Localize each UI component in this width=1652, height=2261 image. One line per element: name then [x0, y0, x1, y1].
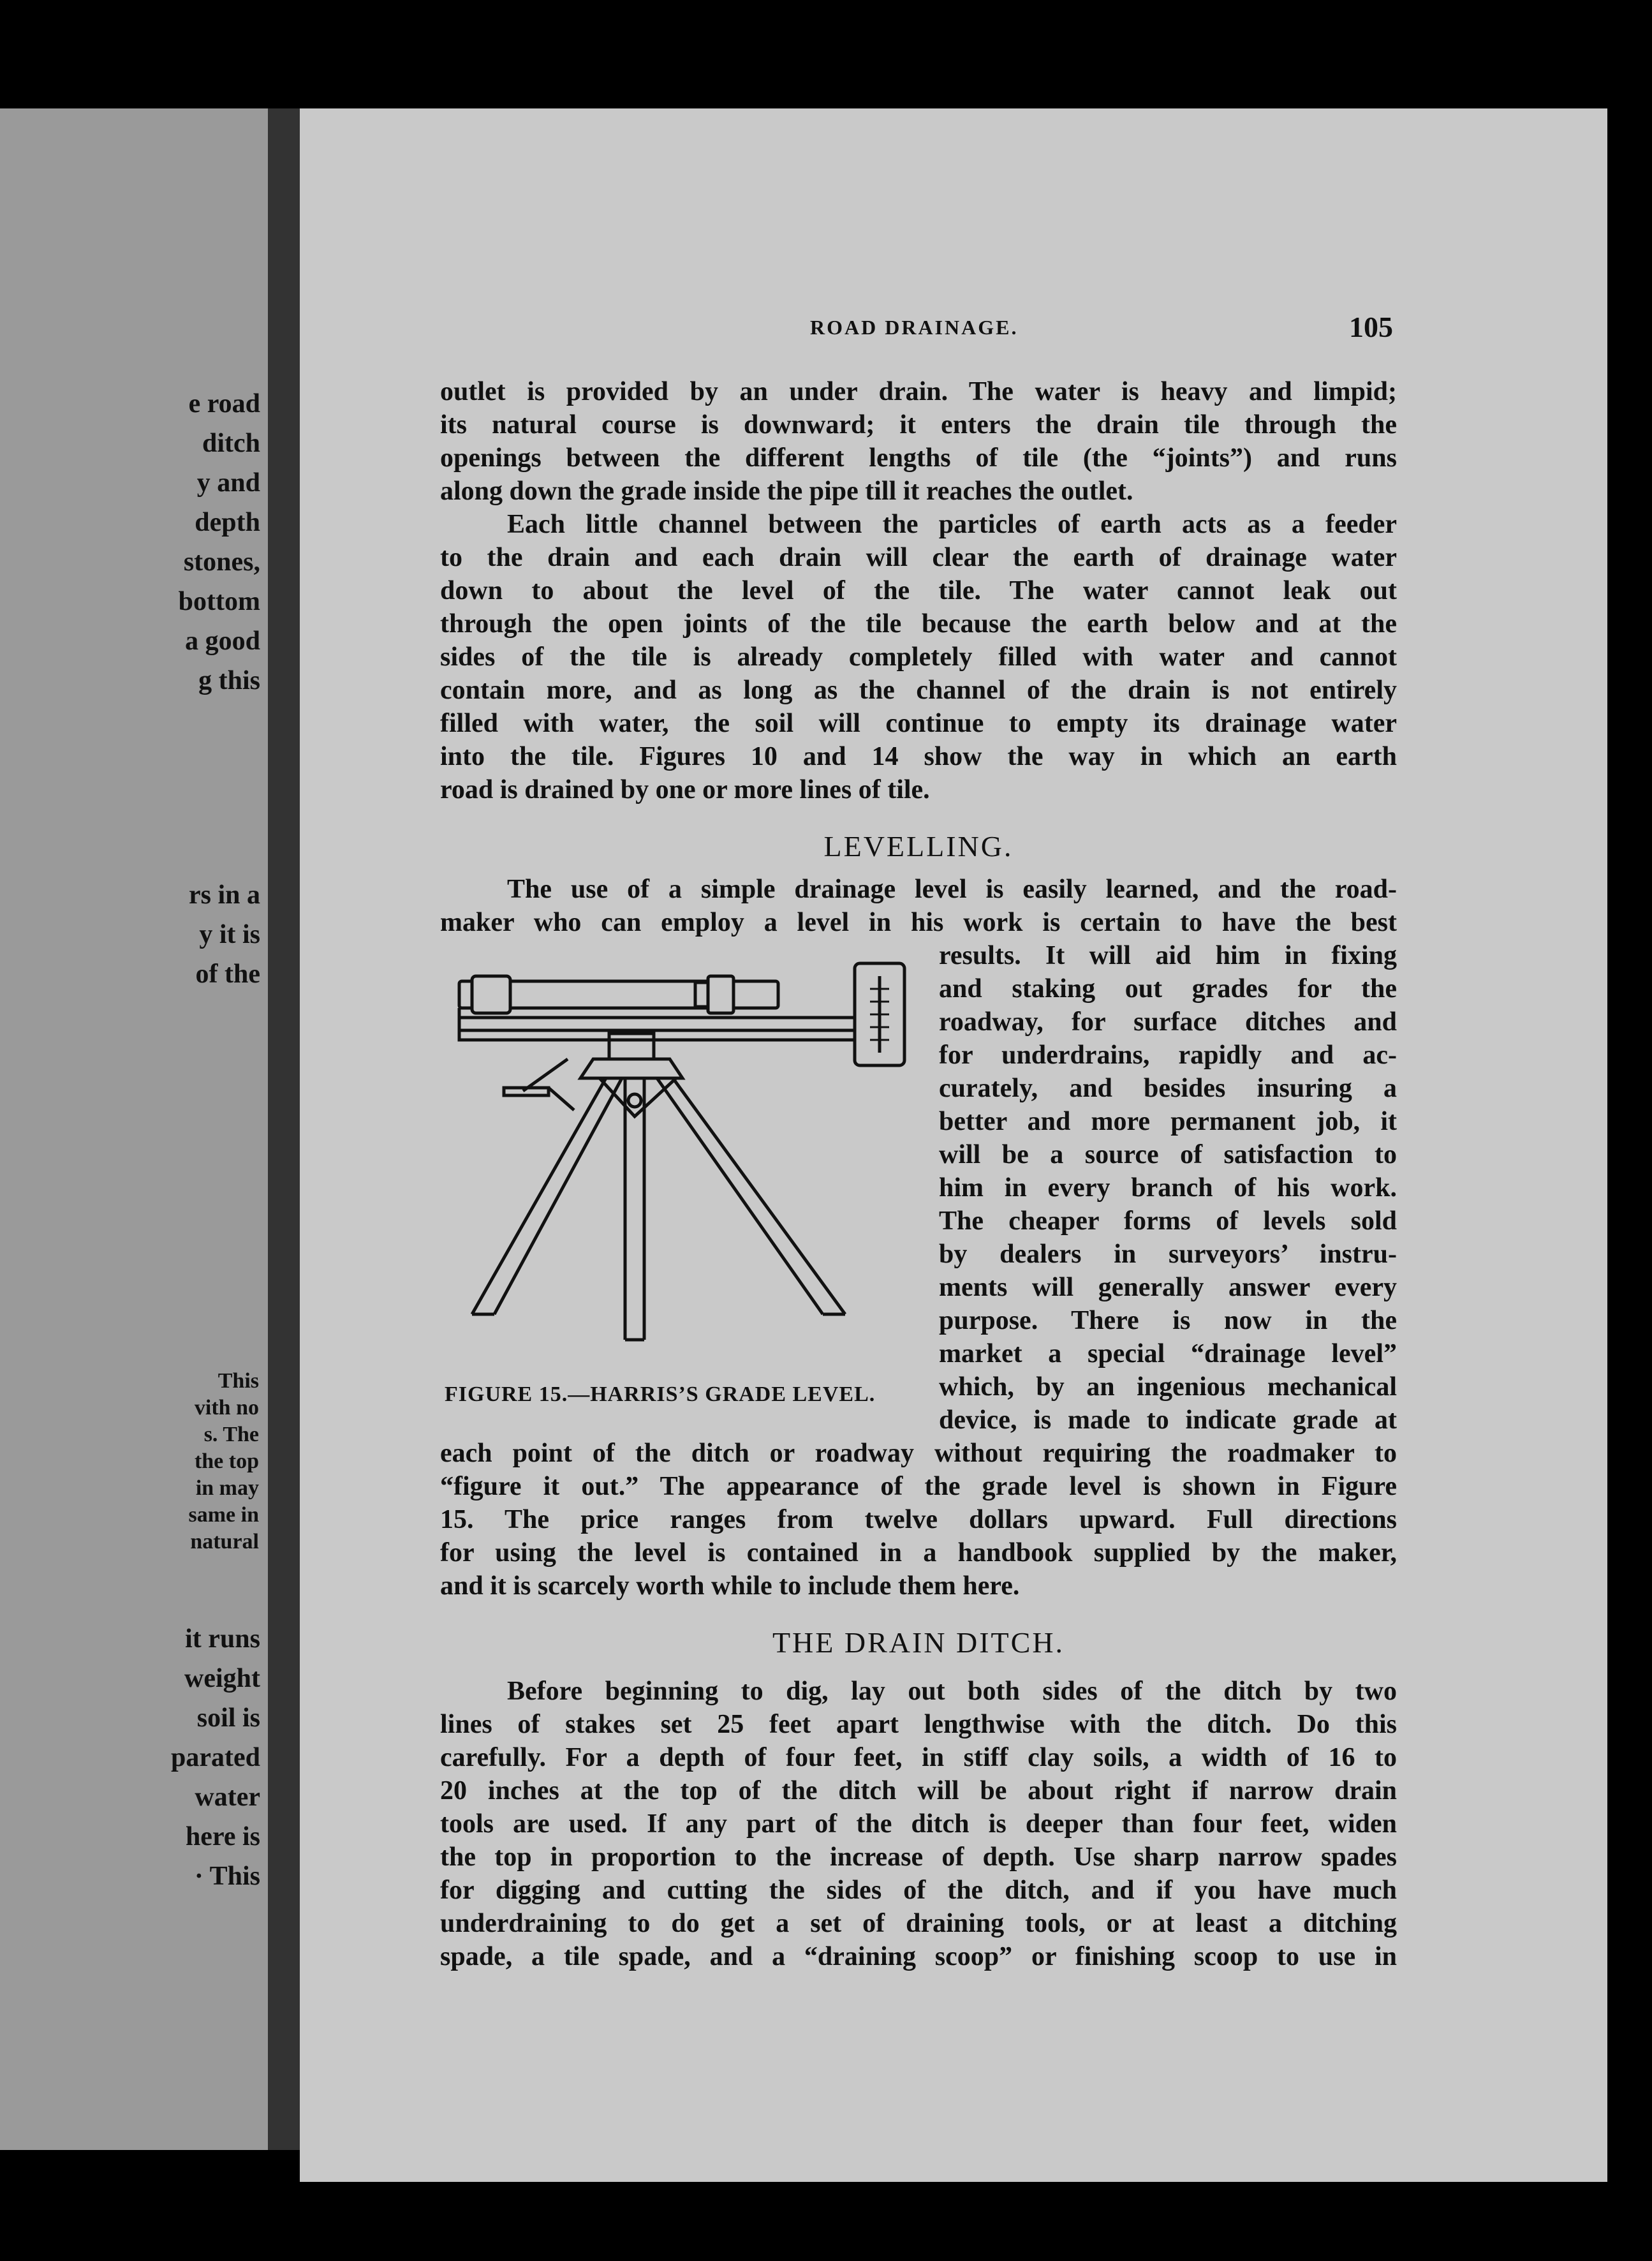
text-line: The cheaper forms of levels sold	[939, 1206, 1397, 1236]
book-gutter	[268, 108, 300, 2150]
text-line: for digging and cutting the sides of the ditch, and if you have much	[440, 1876, 1397, 1905]
left-note-line: in may	[195, 1476, 259, 1500]
text-line: purpose. There is now in the	[939, 1306, 1397, 1335]
paragraph-1	[440, 375, 1397, 508]
left-text-line: depth	[195, 508, 260, 537]
grade-level-illustration	[446, 957, 925, 1365]
text-line: 15. The price ranges from twelve dollars upward. Full directions	[440, 1505, 1397, 1534]
text-line: along down the grade inside the pipe till it reaches the outlet.	[440, 477, 1133, 506]
text-line: results. It will aid him in fixing	[939, 941, 1397, 970]
text-line: the top in proportion to the increase of depth. Use sharp narrow spades	[440, 1842, 1397, 1872]
left-text-line: · This	[194, 1862, 260, 1891]
text-line: “figure it out.” The appearance of the grade level is shown in Figure	[440, 1472, 1397, 1501]
left-text-line: bottom	[178, 587, 260, 616]
left-note-line: natural	[190, 1530, 259, 1553]
paragraph-3-column	[939, 939, 1397, 1437]
left-text-line: e road	[188, 389, 260, 419]
text-line: curately, and besides insuring a	[939, 1074, 1397, 1103]
figure-caption: FIGURE 15.—HARRIS’S GRADE LEVEL.	[445, 1383, 876, 1406]
text-line: which, by an ingenious mechanical	[939, 1372, 1397, 1402]
section-heading-drain-ditch: THE DRAIN DITCH.	[772, 1626, 1065, 1659]
left-text-line: g this	[198, 666, 260, 695]
left-text-line: y it is	[199, 920, 260, 949]
paragraph-4	[440, 1675, 1397, 1973]
text-line: maker who can employ a level in his work is certain to have the best	[440, 908, 1397, 937]
left-note-line: same in	[188, 1503, 259, 1527]
text-line: spade, a tile spade, and a “draining scoop” or finishing scoop to use in	[440, 1942, 1397, 1971]
text-line: for underdrains, rapidly and ac-	[939, 1041, 1397, 1070]
text-line: tools are used. If any part of the ditch is deeper than four feet, widen	[440, 1809, 1397, 1839]
left-text-line: rs in a	[188, 880, 260, 910]
left-text-line: weight	[184, 1664, 260, 1693]
page-number: 105	[1349, 311, 1393, 343]
paragraph-3-intro	[440, 873, 1397, 939]
text-line: and it is scarcely worth while to include them here.	[440, 1571, 1020, 1601]
text-line: carefully. For a depth of four feet, in stiff clay soils, a width of 16 to	[440, 1743, 1397, 1772]
left-text-line: parated	[171, 1743, 260, 1772]
text-line: The use of a simple drainage level is easily learned, and the road-	[507, 875, 1397, 904]
left-text-line: a good	[185, 626, 260, 656]
section-heading-levelling: LEVELLING.	[823, 830, 1014, 863]
paragraph-2	[440, 508, 1397, 806]
left-note-line: s. The	[203, 1423, 259, 1446]
text-line: down to about the level of the tile. The water cannot leak out	[440, 576, 1397, 605]
text-line: filled with water, the soil will continue to empty its drainage water	[440, 709, 1397, 738]
text-line: Before beginning to dig, lay out both sides of the ditch by two	[507, 1677, 1397, 1706]
left-text-line: y and	[196, 468, 260, 498]
left-text-line: here is	[185, 1822, 260, 1851]
text-line: contain more, and as long as the channel of the drain is not entirely	[440, 676, 1397, 705]
text-line: openings between the different lengths of tile (the “joints”) and runs	[440, 443, 1397, 473]
text-line: 20 inches at the top of the ditch will be about right if narrow drain	[440, 1776, 1397, 1805]
left-note-line: This	[218, 1369, 259, 1393]
left-page-fragment	[0, 108, 268, 2150]
text-line: sides of the tile is already completely filled with water and cannot	[440, 642, 1397, 672]
text-line: its natural course is downward; it enters the drain tile through the	[440, 410, 1397, 440]
left-note-line: the top	[194, 1449, 259, 1473]
text-line: each point of the ditch or roadway without requiring the roadmaker to	[440, 1439, 1397, 1468]
paragraph-3-tail	[440, 1437, 1397, 1603]
text-line: market a special “drainage level”	[939, 1339, 1397, 1368]
left-text-line: stones,	[183, 547, 260, 577]
text-line: him in every branch of his work.	[939, 1173, 1397, 1203]
text-line: outlet is provided by an under drain. The water is heavy and limpid;	[440, 377, 1397, 406]
text-line: to the drain and each drain will clear the earth of drainage water	[440, 543, 1397, 572]
left-text-line: of the	[195, 960, 260, 989]
running-title: ROAD DRAINAGE.	[810, 316, 1019, 339]
text-line: and staking out grades for the	[939, 974, 1397, 1004]
text-line: road is drained by one or more lines of tile.	[440, 775, 930, 804]
left-note-line: vith no	[194, 1396, 259, 1420]
left-text-line: water	[195, 1783, 260, 1812]
text-line: Each little channel between the particles of earth acts as a feeder	[507, 510, 1397, 539]
text-line: ments will generally answer every	[939, 1273, 1397, 1302]
text-line: by dealers in surveyors’ instru-	[939, 1240, 1397, 1269]
text-line: will be a source of satisfaction to	[939, 1140, 1397, 1169]
text-line: lines of stakes set 25 feet apart lengthwise with the ditch. Do this	[440, 1710, 1397, 1739]
left-text-line: it runs	[185, 1624, 260, 1654]
text-line: through the open joints of the tile because the earth below and at the	[440, 609, 1397, 639]
left-text-line: ditch	[202, 429, 260, 458]
left-text-line: soil is	[196, 1703, 260, 1733]
text-line: device, is made to indicate grade at	[939, 1405, 1397, 1435]
text-line: underdraining to do get a set of draining tools, or at least a ditching	[440, 1909, 1397, 1938]
text-line: roadway, for surface ditches and	[939, 1007, 1397, 1037]
text-line: for using the level is contained in a handbook supplied by the maker,	[440, 1538, 1397, 1568]
text-line: into the tile. Figures 10 and 14 show the way in which an earth	[440, 742, 1397, 771]
text-line: better and more permanent job, it	[939, 1107, 1397, 1136]
